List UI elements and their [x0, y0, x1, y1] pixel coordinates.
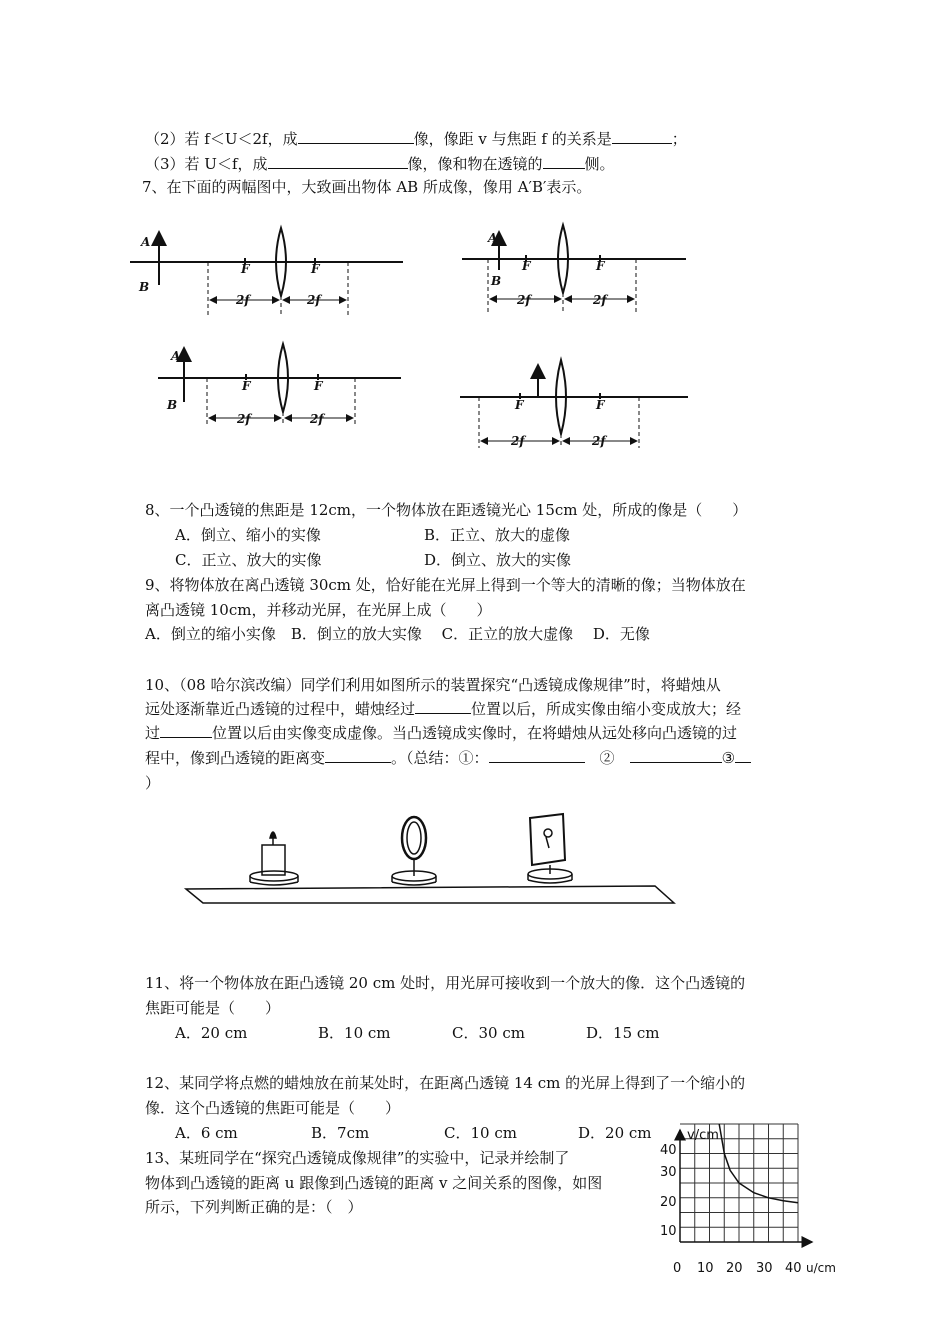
y-axis-label: v/cm: [687, 1128, 719, 1143]
y-tick-label: 20: [660, 1195, 677, 1210]
label-2f: 2f: [307, 293, 321, 307]
screen-holder: [528, 814, 572, 883]
q6-part2: （2）若 f＜U＜2f，成 像，像距 v 与焦距 f 的关系是 ；: [145, 130, 687, 148]
label-f: F: [311, 262, 320, 276]
q9-stem-line1: 9、将物体放在离凸透镜 30cm 处，恰好能在光屏上得到一个等大的清晰的像；当物体放在: [145, 576, 746, 594]
answer-blank[interactable]: [630, 748, 722, 763]
q10-line1: 10、（08 哈尔滨改编）同学们利用如图所示的装置探究“凸透镜成像规律”时，将蜡烛从: [145, 676, 721, 694]
label-b: B: [491, 274, 502, 288]
q8-option-a[interactable]: A．倒立、缩小的实像: [175, 526, 321, 544]
lens-diagram-1: [130, 228, 403, 315]
q11-option-c[interactable]: C．30 cm: [452, 1024, 525, 1042]
optical-bench-illustration: [186, 814, 674, 903]
y-tick-label: 30: [660, 1165, 677, 1180]
x-tick-label: 0: [673, 1261, 682, 1276]
candle-holder: [250, 832, 298, 885]
answer-blank[interactable]: [735, 748, 751, 763]
q10-line3: 过 位置以后由实像变成虚像。当凸透镜成实像时，在将蜡烛从远处移向凸透镜的过: [145, 724, 738, 742]
label-f: F: [596, 259, 605, 273]
q10-line2: 远处逐渐靠近凸透镜的过程中，蜡烛经过 位置以后，所成实像由缩小变成放大；经: [145, 700, 742, 718]
label-f: F: [596, 398, 605, 412]
q13-line2: 物体到凸透镜的距离 u 跟像到凸透镜的距离 v 之间关系的图像，如图: [145, 1174, 603, 1192]
q13-line3: 所示，下列判断正确的是：（ ）: [145, 1198, 363, 1216]
label-f: F: [241, 262, 250, 276]
label-f: F: [515, 398, 524, 412]
u-v-graph: [660, 1124, 836, 1276]
y-tick-label: 40: [660, 1143, 677, 1158]
label-b: B: [167, 398, 178, 412]
q12-option-d[interactable]: D．20 cm: [578, 1124, 652, 1142]
q9-stem-line2: 离凸透镜 10cm，并移动光屏，在光屏上成（ ）: [145, 601, 492, 619]
q12-line1: 12、某同学将点燃的蜡烛放在前某处时，在距离凸透镜 14 cm 的光屏上得到了一个缩小的: [145, 1074, 746, 1092]
answer-blank[interactable]: [160, 723, 212, 738]
label-a: A: [141, 235, 151, 249]
x-tick-label: 40: [785, 1261, 802, 1276]
q8-option-d[interactable]: D．倒立、放大的实像: [424, 551, 572, 569]
q8-option-c[interactable]: C．正立、放大的实像: [175, 551, 322, 569]
answer-blank[interactable]: [489, 748, 585, 763]
q12-option-a[interactable]: A．6 cm: [175, 1124, 238, 1142]
q11-option-a[interactable]: A．20 cm: [175, 1024, 248, 1042]
y-tick-label: 10: [660, 1224, 677, 1239]
q11-option-d[interactable]: D．15 cm: [586, 1024, 660, 1042]
q11-option-b[interactable]: B．10 cm: [318, 1024, 391, 1042]
x-tick-label: 10: [697, 1261, 714, 1276]
lens-diagram-1-labels: [138, 235, 322, 307]
x-axis-label: u/cm: [806, 1261, 836, 1275]
lens-diagram-3-labels: [166, 349, 325, 426]
label-f: F: [314, 379, 323, 393]
label-a: A: [171, 349, 181, 363]
q7-question: 7、在下面的两幅图中，大致画出物体 AB 所成像，像用 A′B′表示。: [142, 178, 592, 196]
answer-blank[interactable]: [325, 748, 391, 763]
q6-part3: （3）若 U＜f，成 像，像和物在透镜的 侧。: [145, 155, 615, 173]
q11-line1: 11、将一个物体放在距凸透镜 20 cm 处时，用光屏可接收到一个放大的像．这个凸透镜的: [145, 974, 746, 992]
label-f: F: [522, 259, 531, 273]
q12-line2: 像．这个凸透镜的焦距可能是（ ）: [145, 1099, 401, 1117]
v-u-curve: [719, 1124, 798, 1203]
q10-line4: 程中，像到凸透镜的距离变 。（总结：①： ② ③: [145, 748, 751, 768]
lens-diagram-4: [460, 360, 688, 448]
optical-bench: [186, 886, 674, 903]
label-2f: 2f: [237, 412, 251, 426]
lens-holder: [392, 817, 436, 885]
label-2f: 2f: [593, 293, 607, 307]
q8-stem: 8、一个凸透镜的焦距是 12cm，一个物体放在距透镜光心 15cm 处，所成的像是（ ）: [145, 501, 748, 519]
lens-diagram-2-labels: [487, 231, 608, 307]
lens-diagram-3: [158, 344, 401, 426]
q11-line2: 焦距可能是（ ）: [145, 999, 281, 1017]
q12-option-c[interactable]: C．10 cm: [444, 1124, 517, 1142]
label-f: F: [242, 379, 251, 393]
q9-options[interactable]: A．倒立的缩小实像 B．倒立的放大实像 C．正立的放大虚像 D．无像: [145, 625, 650, 643]
x-tick-label: 20: [726, 1261, 743, 1276]
label-2f: 2f: [310, 412, 324, 426]
x-tick-label: 30: [756, 1261, 773, 1276]
q8-option-b[interactable]: B．正立、放大的虚像: [424, 526, 571, 544]
q10-line5: ）: [145, 774, 161, 792]
label-2f: 2f: [236, 293, 250, 307]
label-2f: 2f: [517, 293, 531, 307]
label-b: B: [139, 280, 150, 294]
q13-line1: 13、某班同学在“探究凸透镜成像规律”的实验中，记录并绘制了: [145, 1149, 570, 1167]
label-2f: 2f: [511, 434, 525, 448]
label-a: A: [488, 231, 498, 245]
answer-blank[interactable]: [415, 699, 471, 714]
q12-option-b[interactable]: B．7cm: [311, 1124, 370, 1142]
label-2f: 2f: [592, 434, 606, 448]
